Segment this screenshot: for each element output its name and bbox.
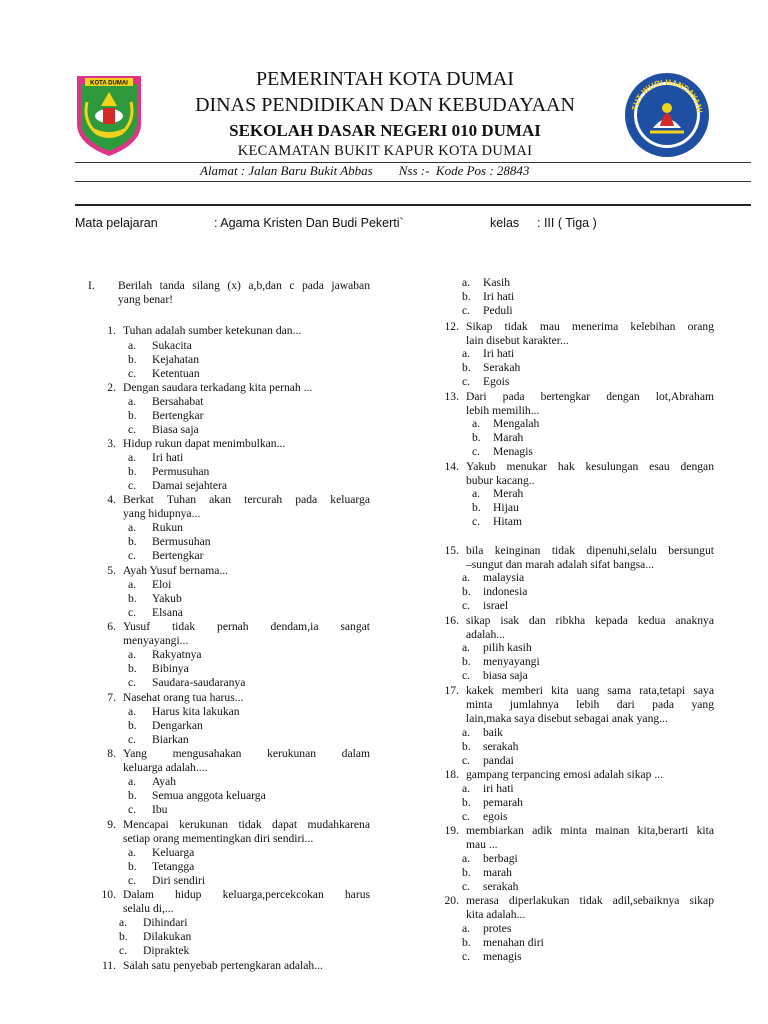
option-letter: b. bbox=[128, 465, 137, 478]
option-text: serakah bbox=[483, 880, 519, 893]
question-number: 16. bbox=[444, 614, 459, 627]
question-number: 4. bbox=[107, 493, 116, 506]
option-text: Yakub bbox=[152, 592, 182, 605]
option-text: menyayangi bbox=[483, 655, 540, 668]
option-letter: a. bbox=[128, 648, 137, 661]
thick-divider bbox=[75, 204, 751, 206]
option-letter: c. bbox=[462, 375, 471, 388]
section-number: I. bbox=[88, 279, 95, 292]
option-letter: a. bbox=[462, 571, 471, 584]
question-text: Sikap tidak mau menerima kelebihan orang bbox=[466, 320, 714, 333]
question-text: minta jumlahnya lebih dari pada yang bbox=[466, 698, 714, 711]
question-text: setiap orang mementingkan diri sendiri... bbox=[123, 832, 314, 845]
question-text: Salah satu penyebab pertengkaran adalah... bbox=[123, 959, 323, 972]
option-text: Egois bbox=[483, 375, 510, 388]
option-letter: b. bbox=[128, 719, 137, 732]
option-letter: a. bbox=[128, 578, 137, 591]
option-text: Bermusuhan bbox=[152, 535, 211, 548]
option-text: Keluarga bbox=[152, 846, 195, 859]
option-text: Dihindari bbox=[143, 916, 188, 929]
question-text: Dalam hidup keluarga,percekcokan harus bbox=[123, 888, 370, 901]
option-text: Dilakukan bbox=[143, 930, 192, 943]
option-letter: b. bbox=[128, 409, 137, 422]
question-text: lebih memilih... bbox=[466, 404, 540, 417]
option-letter: c. bbox=[462, 810, 471, 823]
question-number: 5. bbox=[107, 564, 116, 577]
option-letter: b. bbox=[472, 431, 481, 444]
option-letter: c. bbox=[119, 944, 128, 957]
option-text: berbagi bbox=[483, 852, 518, 865]
kota-dumai-emblem-icon bbox=[75, 72, 143, 158]
option-letter: b. bbox=[128, 662, 137, 675]
option-letter: a. bbox=[128, 846, 137, 859]
question-text: Yusuf tidak pernah dendam,ia sangat bbox=[123, 620, 370, 633]
option-letter: a. bbox=[472, 487, 481, 500]
option-letter: b. bbox=[462, 585, 471, 598]
option-letter: c. bbox=[472, 515, 481, 528]
option-text: Iri hati bbox=[483, 290, 515, 303]
option-text: Ibu bbox=[152, 803, 168, 816]
question-text: Mencapai kerukunan tidak dapat mudahkarena bbox=[123, 818, 370, 831]
option-text: Kejahatan bbox=[152, 353, 199, 366]
question-text: gampang terpancing emosi adalah sikap ... bbox=[466, 768, 664, 781]
question-text: menyayangi... bbox=[123, 634, 189, 647]
option-letter: c. bbox=[462, 669, 471, 682]
option-text: pemarah bbox=[483, 796, 523, 809]
question-text: Ayah Yusuf bernama... bbox=[123, 564, 229, 577]
option-letter: b. bbox=[462, 290, 471, 303]
option-letter: b. bbox=[462, 796, 471, 809]
option-letter: a. bbox=[462, 922, 471, 935]
option-text: Rukun bbox=[152, 521, 183, 534]
tut-wuri-handayani-emblem-icon bbox=[620, 70, 714, 160]
option-text: Damai sejahtera bbox=[152, 479, 227, 492]
option-text: marah bbox=[483, 866, 512, 879]
option-letter: c. bbox=[128, 423, 137, 436]
option-letter: b. bbox=[462, 866, 471, 879]
option-letter: c. bbox=[462, 304, 471, 317]
option-letter: c. bbox=[462, 880, 471, 893]
option-text: protes bbox=[483, 922, 512, 935]
option-letter: b. bbox=[128, 353, 137, 366]
option-letter: a. bbox=[128, 775, 137, 788]
question-text: Nasehat orang tua harus... bbox=[123, 691, 244, 704]
option-letter: b. bbox=[119, 930, 128, 943]
question-number: 20. bbox=[444, 894, 459, 907]
option-letter: c. bbox=[128, 549, 137, 562]
question-text: Berkat Tuhan akan tercurah pada keluarga bbox=[123, 493, 370, 506]
option-text: Iri hati bbox=[152, 451, 184, 464]
question-number: 1. bbox=[107, 324, 116, 337]
option-text: egois bbox=[483, 810, 508, 823]
question-number: 9. bbox=[107, 818, 116, 831]
question-text: lain,maka saya disebut sebagai anak yang... bbox=[466, 712, 668, 725]
option-letter: b. bbox=[462, 936, 471, 949]
instruction-line-2: yang benar! bbox=[118, 293, 174, 306]
question-text: mau ... bbox=[466, 838, 498, 851]
option-letter: c. bbox=[462, 599, 471, 612]
question-text: adalah... bbox=[466, 628, 505, 641]
question-text: keluarga adalah.... bbox=[123, 761, 208, 774]
question-number: 3. bbox=[107, 437, 116, 450]
option-text: Iri hati bbox=[483, 347, 515, 360]
option-letter: b. bbox=[462, 655, 471, 668]
question-text: Yakub menukar hak kesulungan esau dengan bbox=[466, 460, 714, 473]
option-text: Biarkan bbox=[152, 733, 189, 746]
option-text: israel bbox=[483, 599, 509, 612]
question-text: kakek memberi kita uang sama rata,tetapi saya bbox=[466, 684, 714, 697]
option-letter: a. bbox=[128, 521, 137, 534]
option-text: Tetangga bbox=[152, 860, 195, 873]
option-letter: a. bbox=[462, 641, 471, 654]
question-number: 19. bbox=[444, 824, 459, 837]
subject-label: Mata pelajaran bbox=[75, 216, 158, 230]
question-number: 13. bbox=[444, 390, 459, 403]
subject-value: : Agama Kristen Dan Budi Pekerti` bbox=[214, 216, 404, 230]
question-number: 7. bbox=[107, 691, 116, 704]
option-text: Bersahabat bbox=[152, 395, 204, 408]
question-text: sikap isak dan ribkha kepada kedua anaknya bbox=[466, 614, 714, 627]
option-letter: b. bbox=[462, 740, 471, 753]
question-text: membiarkan adik minta mainan kita,berarti kita bbox=[466, 824, 714, 837]
option-text: Semua anggota keluarga bbox=[152, 789, 266, 802]
option-text: menagis bbox=[483, 950, 522, 963]
option-text: Harus kita lakukan bbox=[152, 705, 240, 718]
option-text: Hitam bbox=[493, 515, 522, 528]
question-number: 17. bbox=[444, 684, 459, 697]
question-number: 18. bbox=[444, 768, 459, 781]
header-district: KECAMATAN BUKIT KAPUR KOTA DUMAI bbox=[237, 143, 533, 159]
option-letter: c. bbox=[462, 754, 471, 767]
option-text: Elsana bbox=[152, 606, 183, 619]
option-letter: a. bbox=[128, 339, 137, 352]
question-text: Dengan saudara terkadang kita pernah ... bbox=[123, 381, 313, 394]
class-label: kelas bbox=[490, 216, 520, 230]
option-letter: a. bbox=[462, 852, 471, 865]
question-number: 2. bbox=[107, 381, 116, 394]
header-address: Alamat : Jalan Baru Bukit Abbas Nss :- Kode Pos : 28843 bbox=[200, 163, 530, 178]
question-text: bubur kacang.. bbox=[466, 474, 535, 487]
option-letter: c. bbox=[128, 606, 137, 619]
option-letter: c. bbox=[128, 733, 137, 746]
logo-left-text: KOTA DUMAI bbox=[90, 80, 128, 87]
header-department: DINAS PENDIDIKAN DAN KEBUDAYAAN bbox=[195, 94, 575, 116]
option-letter: a. bbox=[472, 417, 481, 430]
header-government: PEMERINTAH KOTA DUMAI bbox=[256, 68, 514, 90]
class-value: : III ( Tiga ) bbox=[537, 216, 597, 230]
question-text: Hidup rukun dapat menimbulkan... bbox=[123, 437, 286, 450]
option-letter: a. bbox=[462, 726, 471, 739]
option-letter: a. bbox=[128, 705, 137, 718]
option-text: iri hati bbox=[483, 782, 514, 795]
address-divider bbox=[75, 181, 751, 182]
option-letter: a. bbox=[462, 782, 471, 795]
option-letter: c. bbox=[128, 874, 137, 887]
question-number: 11. bbox=[101, 959, 116, 972]
question-number: 14. bbox=[444, 460, 459, 473]
option-text: Peduli bbox=[483, 304, 513, 317]
option-letter: c. bbox=[128, 479, 137, 492]
question-text: selalu di,... bbox=[123, 902, 174, 915]
option-text: Rakyatnya bbox=[152, 648, 202, 661]
option-text: Diri sendiri bbox=[152, 874, 206, 887]
option-text: Mengalah bbox=[493, 417, 540, 430]
option-text: Bibinya bbox=[152, 662, 189, 675]
option-text: Bertengkar bbox=[152, 409, 204, 422]
option-letter: c. bbox=[128, 676, 137, 689]
option-text: Bertengkar bbox=[152, 549, 204, 562]
option-text: Dengarkan bbox=[152, 719, 203, 732]
option-letter: c. bbox=[462, 950, 471, 963]
question-text: Tuhan adalah sumber ketekunan dan... bbox=[123, 324, 302, 337]
question-text: –sungut dan marah adalah sifat bangsa... bbox=[466, 558, 655, 571]
question-number: 6. bbox=[107, 620, 116, 633]
option-text: Dipraktek bbox=[143, 944, 190, 957]
option-text: Merah bbox=[493, 487, 524, 500]
logo-right-text: TUT WURI HANDAYANI bbox=[630, 77, 704, 114]
option-letter: b. bbox=[128, 789, 137, 802]
question-number: 12. bbox=[444, 320, 459, 333]
option-text: Permusuhan bbox=[152, 465, 210, 478]
question-text: lain disebut karakter... bbox=[466, 334, 569, 347]
option-text: Menagis bbox=[493, 445, 533, 458]
option-letter: b. bbox=[472, 501, 481, 514]
option-text: Ayah bbox=[152, 775, 177, 788]
option-letter: a. bbox=[128, 395, 137, 408]
option-text: menahan diri bbox=[483, 936, 544, 949]
option-text: Eloi bbox=[152, 578, 172, 591]
option-text: Sukacita bbox=[152, 339, 192, 352]
option-text: Biasa saja bbox=[152, 423, 199, 436]
option-text: Saudara-saudaranya bbox=[152, 676, 246, 689]
question-text: yang hidupnya... bbox=[123, 507, 201, 520]
instruction-line-1: Berilah tanda silang (x) a,b,dan c pada jawaban bbox=[118, 279, 370, 292]
option-letter: a. bbox=[462, 347, 471, 360]
question-number: 8. bbox=[107, 747, 116, 760]
option-text: pandai bbox=[483, 754, 514, 767]
option-text: pilih kasih bbox=[483, 641, 532, 654]
header-school: SEKOLAH DASAR NEGERI 010 DUMAI bbox=[229, 121, 541, 140]
option-text: baik bbox=[483, 726, 503, 739]
option-letter: c. bbox=[128, 803, 137, 816]
option-text: serakah bbox=[483, 740, 519, 753]
option-text: Ketentuan bbox=[152, 367, 200, 380]
option-letter: a. bbox=[119, 916, 128, 929]
option-letter: a. bbox=[462, 276, 471, 289]
option-text: Hijau bbox=[493, 501, 519, 514]
option-text: Kasih bbox=[483, 276, 511, 289]
option-letter: a. bbox=[128, 451, 137, 464]
question-number: 10. bbox=[101, 888, 116, 901]
option-text: indonesia bbox=[483, 585, 528, 598]
option-letter: b. bbox=[128, 592, 137, 605]
question-text: bila keinginan tidak dipenuhi,selalu bersungut bbox=[466, 544, 714, 557]
option-letter: b. bbox=[128, 860, 137, 873]
option-text: Serakah bbox=[483, 361, 521, 374]
option-letter: b. bbox=[128, 535, 137, 548]
question-text: Dari pada bertengkar dengan lot,Abraham bbox=[466, 390, 714, 403]
option-letter: c. bbox=[472, 445, 481, 458]
option-text: biasa saja bbox=[483, 669, 528, 682]
option-letter: b. bbox=[462, 361, 471, 374]
question-number: 15. bbox=[444, 544, 459, 557]
option-letter: c. bbox=[128, 367, 137, 380]
question-text: merasa diperlakukan tidak adil,sebaiknya sikap bbox=[466, 894, 714, 907]
question-text: kita adalah... bbox=[466, 908, 526, 921]
option-text: Marah bbox=[493, 431, 524, 444]
option-text: malaysia bbox=[483, 571, 525, 584]
question-text: Yang mengusahakan kerukunan dalam bbox=[123, 747, 370, 760]
